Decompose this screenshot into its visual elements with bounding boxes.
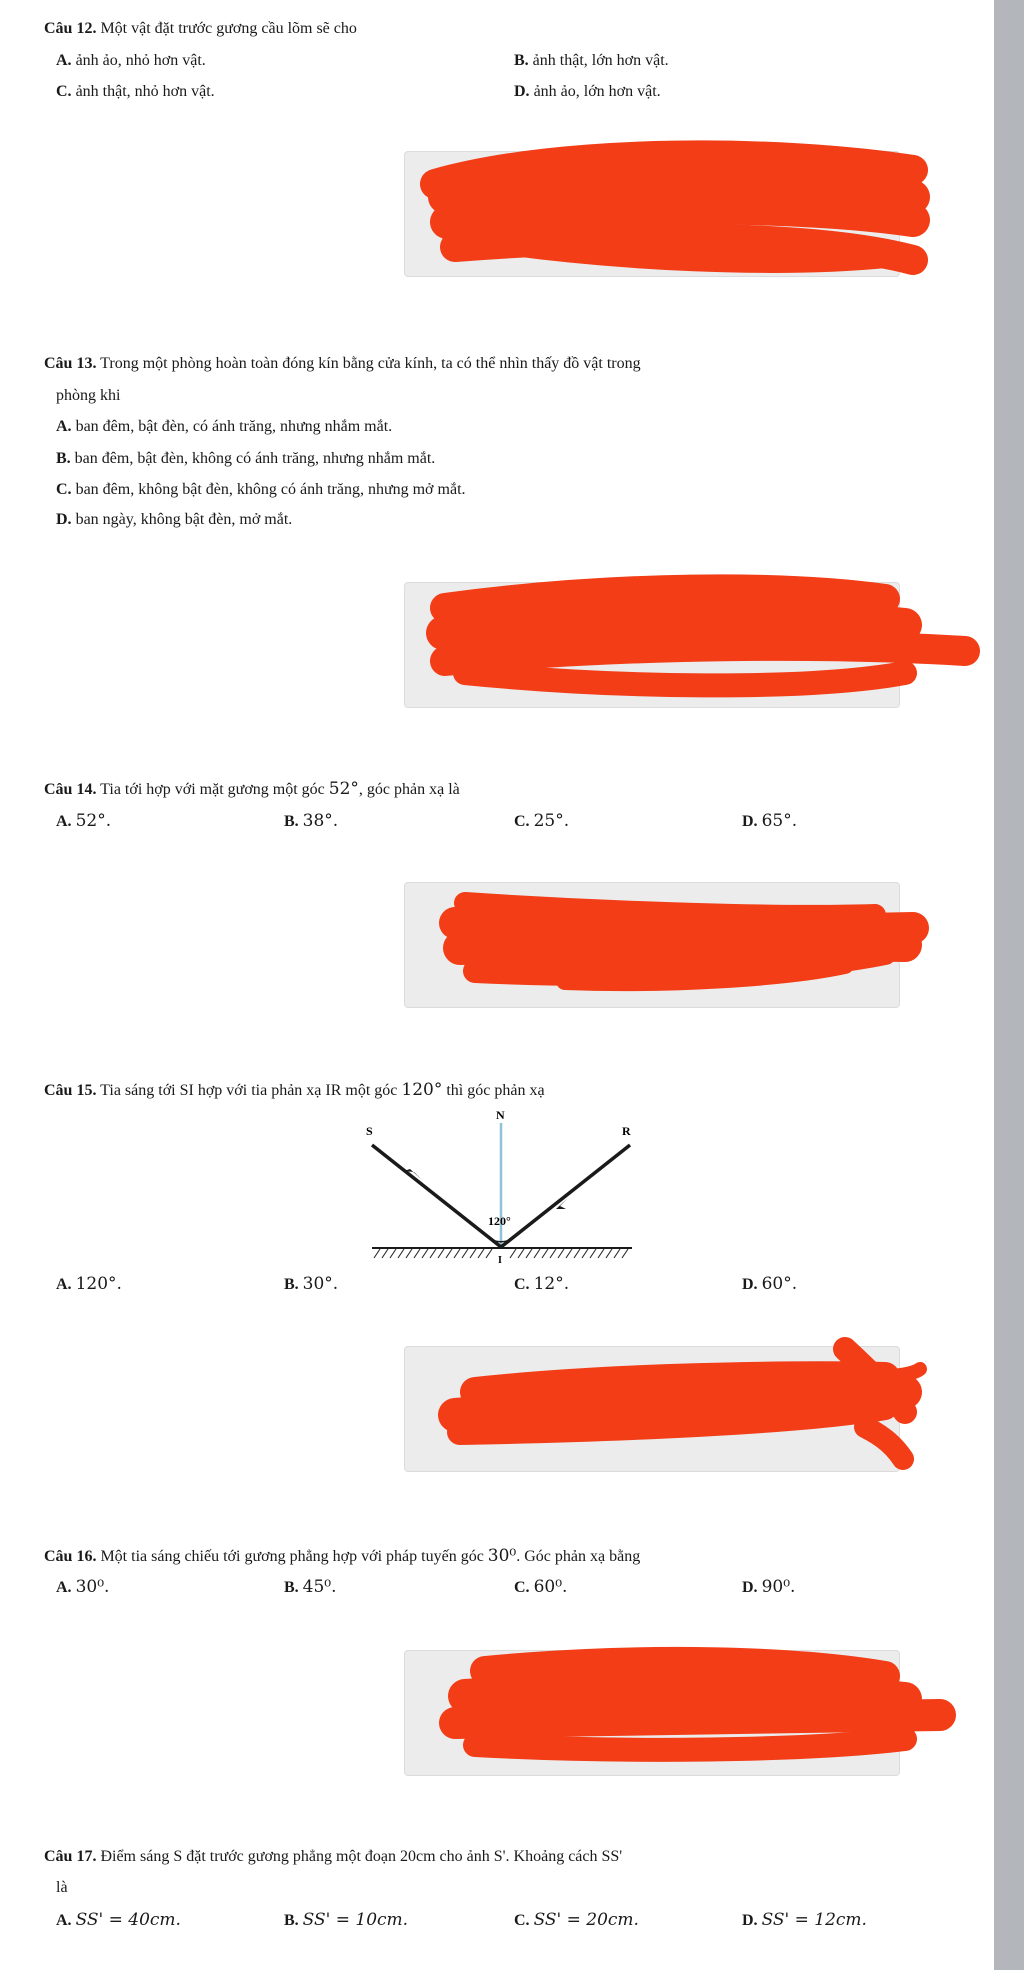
question-16-option-b: B. 45⁰. [284,1577,337,1597]
question-15-option-b: B. 30°. [284,1274,339,1294]
question-14-option-c: C. 25°. [514,811,570,831]
question-12-option-b: B. ảnh thật, lớn hơn vật. [514,52,669,69]
question-15-option-a: A. 120°. [56,1274,122,1294]
question-12-option-c: C. ảnh thật, nhỏ hơn vật. [56,83,215,100]
question-16-stem: Câu 16. Một tia sáng chiếu tới gương phẳng hợp với pháp tuyến góc 30⁰. Góc phản xạ bằng [44,1546,641,1566]
label-s: S [366,1124,373,1138]
question-14-stem: Câu 14. Tia tới hợp với mặt gương một góc 52°, góc phản xạ là [44,779,460,799]
question-15-option-d: D. 60°. [742,1274,798,1294]
page-indicator [16,1956,22,1970]
question-13-answer-box [404,582,900,708]
question-17-stem: Câu 17. Điểm sáng S đặt trước gương phẳng một đoạn 20cm cho ảnh S'. Khoảng cách SS' [44,1848,623,1865]
question-14-option-d: D. 65°. [742,811,798,831]
question-17-option-a: A. SS' = 40cm. [56,1910,181,1930]
label-r: R [622,1124,631,1138]
question-16-option-d: D. 90⁰. [742,1577,796,1597]
question-17-option-b: B. SS' = 10cm. [284,1910,409,1930]
question-14-option-a: A. 52°. [56,811,112,831]
question-12-label: Câu 12. [44,20,97,37]
redaction-scribble [365,873,925,1023]
incident-ray [372,1145,501,1247]
question-17-option-d: D. SS' = 12cm. [742,1910,867,1930]
question-14-label: Câu 14. [44,781,97,798]
reflection-diagram [360,1105,650,1265]
question-15-stem: Câu 15. Tia sáng tới SI hợp với tia phản xạ IR một góc 120° thì góc phản xạ [44,1080,545,1100]
redaction-scribble [365,1641,965,1791]
question-13-stem-line-2: phòng khi [56,387,121,404]
label-n: N [496,1108,505,1122]
question-15-label: Câu 15. [44,1082,97,1099]
question-12-answer-box [404,151,900,277]
question-13-label: Câu 13. [44,355,97,372]
question-17-option-c: C. SS' = 20cm. [514,1910,639,1930]
redaction-scribble [365,1337,945,1487]
question-16-answer-box [404,1650,900,1776]
question-13-stem: Câu 13. Trong một phòng hoàn toàn đóng kín bằng cửa kính, ta có thể nhìn thấy đồ vật trong [44,355,641,372]
reflected-ray [501,1145,630,1247]
question-12-text: Một vật đặt trước gương cầu lõm sẽ cho [100,20,357,37]
question-16-option-a: A. 30⁰. [56,1577,110,1597]
question-14-option-b: B. 38°. [284,811,339,831]
question-15-option-c: C. 12°. [514,1274,570,1294]
redaction-scribble [365,142,925,292]
question-13-option-b: B. ban đêm, bật đèn, không có ánh trăng, nhưng nhắm mắt. [56,450,436,467]
question-13-option-a: A. ban đêm, bật đèn, có ánh trăng, nhưng nhắm mắt. [56,418,393,435]
question-16-option-c: C. 60⁰. [514,1577,568,1597]
label-i: I [498,1255,502,1265]
question-14-answer-box [404,882,900,1008]
page-scroll-gutter[interactable] [994,0,1024,1970]
question-12-stem [44,17,357,41]
question-12-option-a: A. ảnh ảo, nhỏ hơn vật. [56,52,206,69]
question-13-option-d: D. ban ngày, không bật đèn, mở mắt. [56,511,293,528]
redaction-scribble [365,573,985,723]
question-13-option-c: C. ban đêm, không bật đèn, không có ánh trăng, nhưng mở mắt. [56,481,466,498]
question-15-answer-box [404,1346,900,1472]
question-12-option-d: D. ảnh ảo, lớn hơn vật. [514,83,661,100]
angle-label: 120° [488,1214,511,1228]
question-17-stem-line-2: là [56,1879,68,1896]
question-16-label: Câu 16. [44,1548,97,1565]
question-17-label: Câu 17. [44,1848,97,1865]
